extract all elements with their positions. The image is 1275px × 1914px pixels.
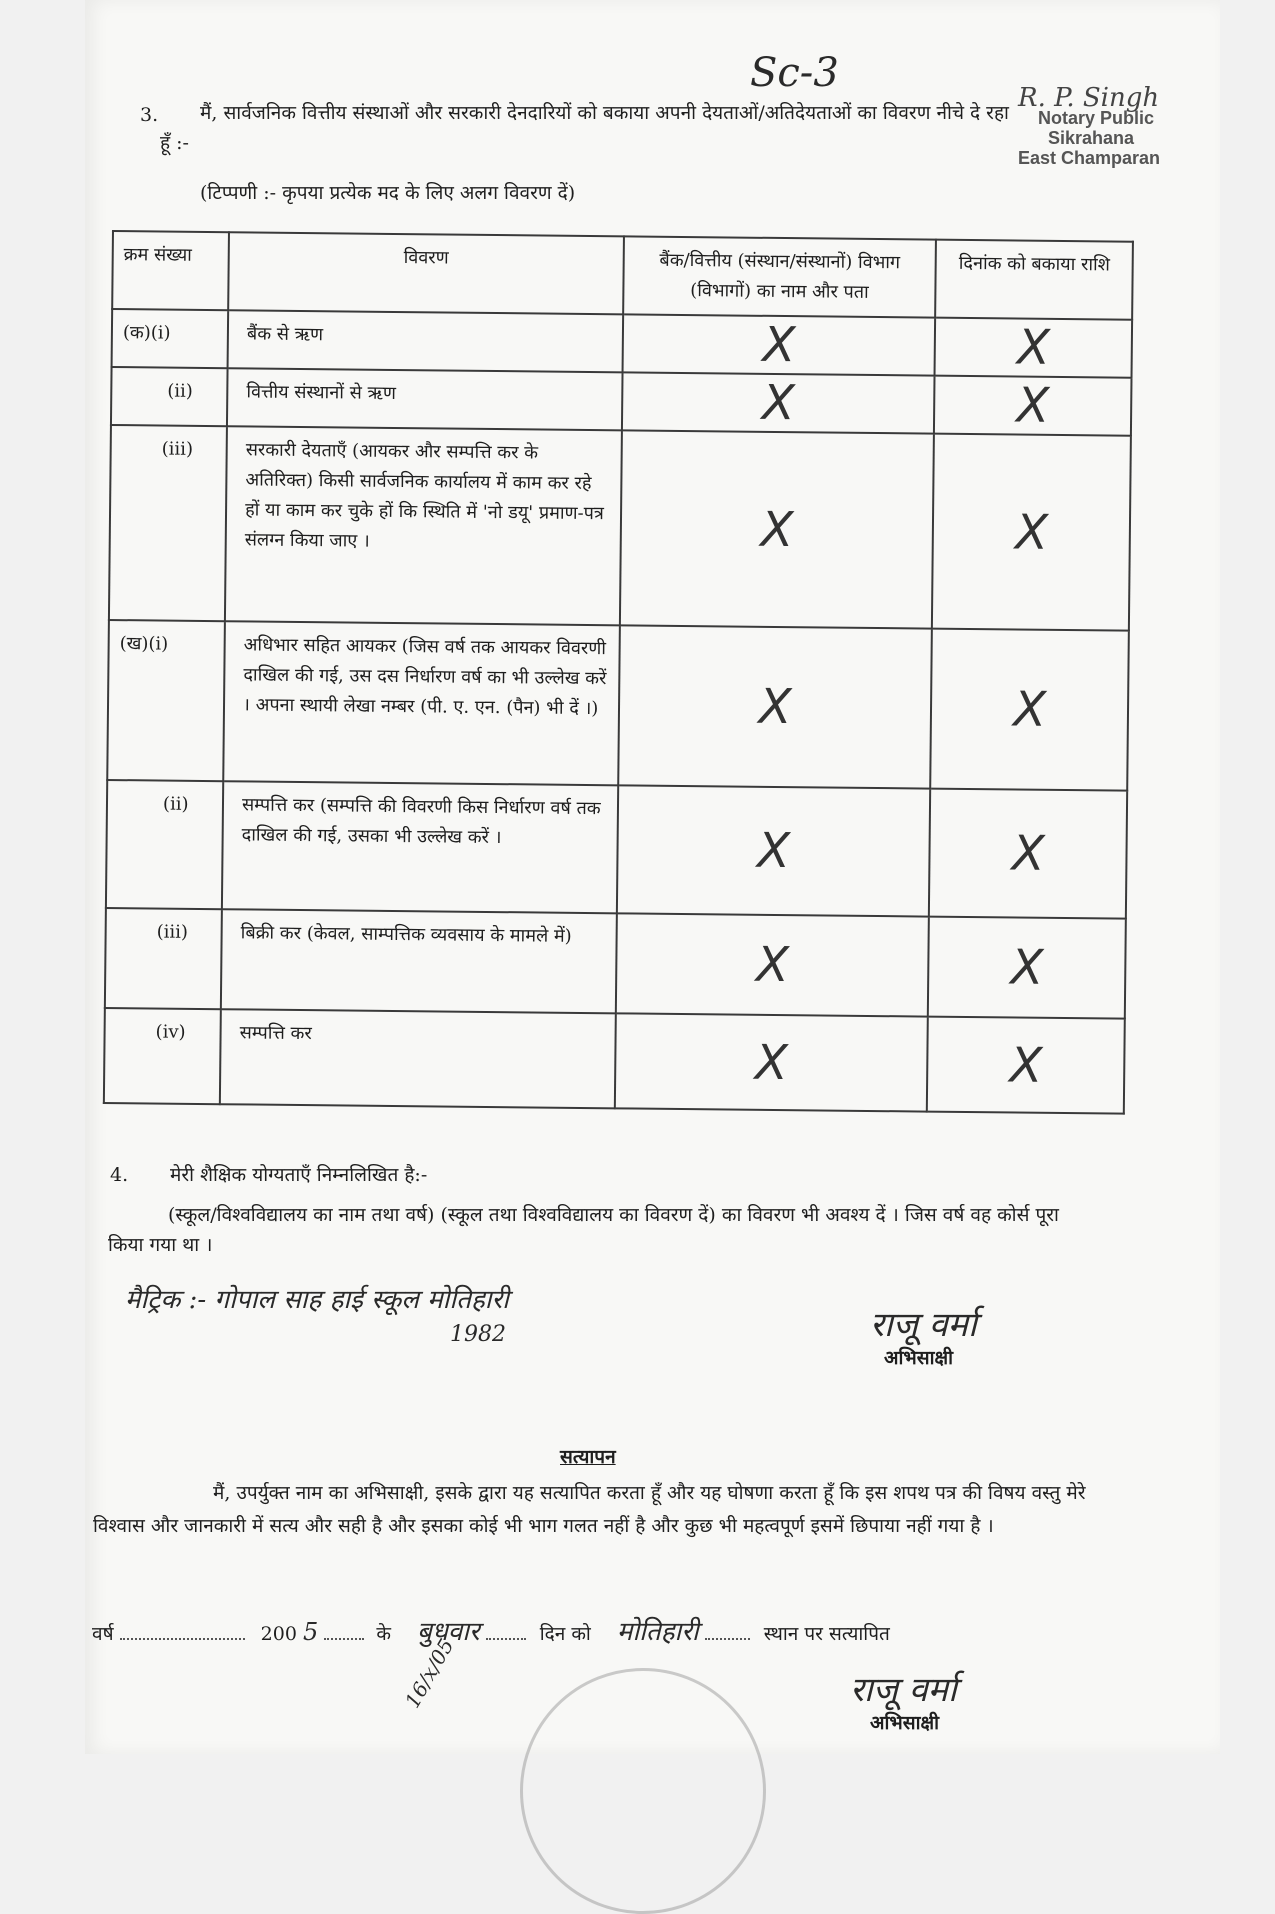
header-description: विवरण <box>228 232 624 314</box>
deponent-signature-bottom: राजू वर्मा <box>850 1670 957 1710</box>
notary-stamp <box>1018 83 1188 168</box>
place-handwritten: मोतिहारी <box>616 1617 699 1647</box>
verification-title: सत्यापन <box>560 1446 616 1468</box>
table-row <box>107 620 1129 791</box>
header-amount: दिनांक को बकाया राशि <box>936 240 1133 320</box>
dotted-fill <box>324 1638 364 1640</box>
form-code-handwritten: Sc-3 <box>750 50 839 96</box>
row-serial: (iv) <box>104 1008 221 1104</box>
table-row <box>105 908 1126 1019</box>
row-description: सम्पत्ति कर <box>220 1009 616 1108</box>
amount-cross-mark: X <box>929 789 1127 919</box>
header-bank: बैंक/वित्तीय (संस्थान/संस्थानों) विभाग (विभागों) का नाम और पता <box>623 236 936 317</box>
row-description: वित्तीय संस्थानों से ऋण <box>227 368 622 430</box>
bank-cross-mark: X <box>620 430 935 628</box>
bank-cross-mark: X <box>615 1013 929 1111</box>
day-handwritten: बुधवार <box>416 1617 480 1647</box>
dotted-fill <box>486 1638 526 1640</box>
amount-cross-mark: X <box>932 434 1131 631</box>
table-row <box>109 425 1131 631</box>
verification-text: मैं, उपर्युक्त नाम का अभिसाक्षी, इसके द्वारा यह सत्यापित करता हूँ और यह घोषणा करता हूँ कि इस शपथ पत्र की विषय वस्तु मेरे विश्वास और जानकारी में सत्य और सही है और इसका कोई भी भाग गलत नहीं है और कुछ भी महत्वपूर्ण इसमें छिपाया नहीं गया है । <box>93 1482 1086 1537</box>
notary-title: Notary Public <box>1038 108 1155 128</box>
item4-instruction: (स्कूल/विश्वविद्यालय का नाम तथा वर्ष) (स्कूल तथा विश्वविद्यालय का विवरण दें) का विवरण भी अवश्य दें । जिस वर्ष वह कोर्स पूरा किया गया था । <box>108 1204 1059 1256</box>
day-label: दिन को <box>539 1623 591 1645</box>
row-serial: (ii) <box>106 780 223 909</box>
table-row <box>106 780 1127 919</box>
year-prefix: 200 <box>260 1623 297 1645</box>
amount-cross-mark: X <box>931 629 1129 791</box>
table-row <box>111 367 1132 436</box>
dotted-fill <box>705 1638 750 1640</box>
row-serial: (क)(i) <box>112 309 229 368</box>
row-serial: (ii) <box>111 367 228 426</box>
row-description: सम्पत्ति कर (सम्पत्ति की विवरणी किस निर्धारण वर्ष तक दाखिल की गई, उसका भी उल्लेख करें । <box>222 781 618 913</box>
row-serial: (iii) <box>105 908 222 1009</box>
row-description: बैंक से ऋण <box>228 310 623 372</box>
notary-place: Sikrahana <box>1048 128 1135 148</box>
item3-note: (टिप्पणी :- कृपया प्रत्येक मद के लिए अलग विवरण दें) <box>200 182 576 204</box>
date-note-handwritten: 16/x/05 <box>400 1634 459 1712</box>
header-serial: क्रम संख्या <box>112 231 229 310</box>
bank-cross-mark: X <box>618 625 932 788</box>
ke-label: के <box>376 1623 391 1645</box>
row-description: बिक्री कर (केवल, साम्पत्तिक व्यवसाय के मामले में) <box>221 909 617 1013</box>
table-row <box>112 309 1133 378</box>
row-serial: (ख)(i) <box>107 620 225 781</box>
deponent-signature: राजू वर्मा <box>870 1305 977 1345</box>
notary-signature: R. P. Singh <box>1018 83 1160 113</box>
qualification-handwritten: मैट्रिक :- गोपाल साह हाई स्कूल मोतिहारी <box>125 1285 509 1315</box>
amount-cross-mark: X <box>928 917 1126 1019</box>
deponent-label-bottom: अभिसाक्षी <box>870 1712 940 1734</box>
table-row <box>104 1008 1125 1114</box>
row-description: सरकारी देयताएँ (आयकर और सम्पत्ति कर के अतिरिक्त) किसी सार्वजनिक कार्यालय में काम कर रहे हों या काम कर चुके हों कि स्थिति में 'नो डयू' प्रमाण-पत्र संलग्न किया जाए । <box>225 426 622 625</box>
row-serial: (iii) <box>109 425 227 621</box>
amount-cross-mark: X <box>927 1017 1125 1114</box>
footer-line <box>92 1617 1102 1649</box>
item3-number: 3. <box>140 104 159 126</box>
table-header-row <box>112 231 1133 320</box>
item3-text: मैं, सार्वजनिक वित्तीय संस्थाओं और सरकारी देनदारियों को बकाया अपनी देयताओं/अतिदेयताओं का विवरण नीचे दे रहा हूँ :- <box>160 102 1009 154</box>
amount-cross-mark: X <box>935 318 1132 378</box>
year-digit-handwritten: 5 <box>302 1618 319 1646</box>
dotted-fill <box>120 1638 245 1640</box>
row-description: अधिभार सहित आयकर (जिस वर्ष तक आयकर विवरणी दाखिल की गई, उस दस निर्धारण वर्ष का भी उल्लेख करें । अपना स्थायी लेखा नम्बर (पी. ए. एन. (पैन) भी दें ।) <box>223 621 619 785</box>
amount-cross-mark: X <box>934 376 1131 436</box>
item4-heading: मेरी शैक्षिक योग्यताएँ निम्नलिखित है:- <box>170 1164 428 1186</box>
deponent-label: अभिसाक्षी <box>884 1347 954 1369</box>
bank-cross-mark: X <box>617 785 931 916</box>
bank-cross-mark: X <box>622 372 935 433</box>
notary-seal <box>520 1668 766 1914</box>
place-label: स्थान पर सत्यापित <box>763 1623 890 1645</box>
notary-district: East Champaran <box>1018 148 1161 168</box>
item4-number: 4. <box>110 1164 129 1186</box>
bank-cross-mark: X <box>616 913 930 1016</box>
liabilities-table <box>103 230 1134 1115</box>
year-label: वर्ष <box>92 1623 114 1645</box>
bank-cross-mark: X <box>622 314 935 375</box>
qualification-year: 1982 <box>450 1322 506 1347</box>
